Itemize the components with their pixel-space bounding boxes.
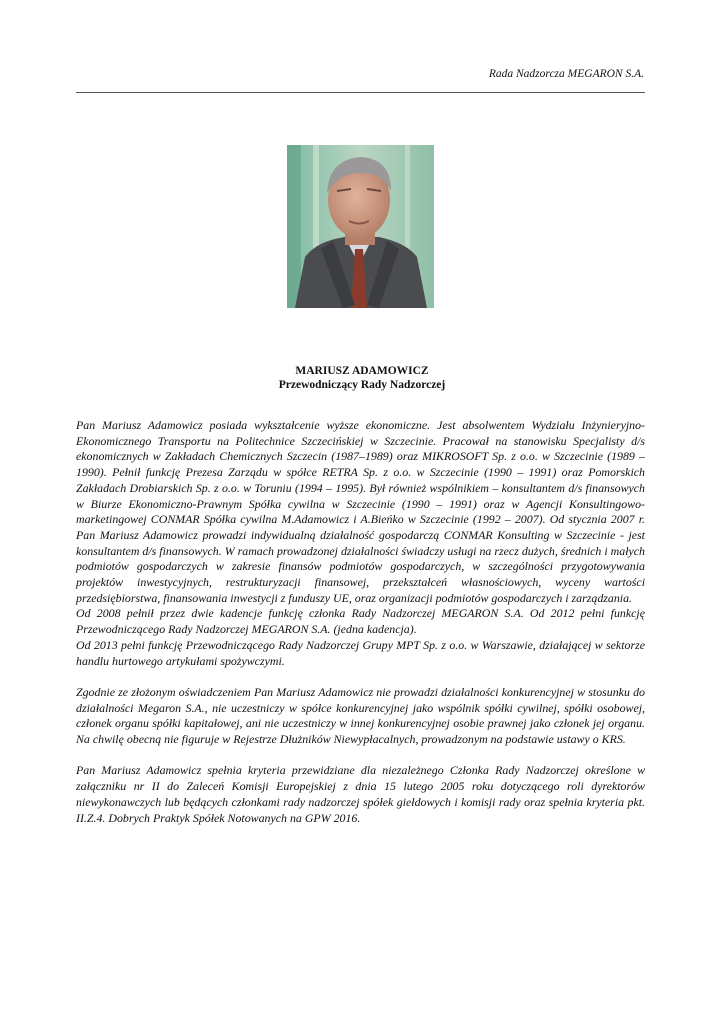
portrait-photo bbox=[287, 145, 434, 308]
biography-body bbox=[76, 418, 645, 826]
person-role: Przewodniczący Rady Nadzorczej bbox=[278, 379, 446, 391]
person-name: MARIUSZ ADAMOWICZ bbox=[295, 365, 429, 377]
header-divider bbox=[76, 92, 645, 93]
independence-statement-paragraph: Pan Mariusz Adamowicz spełnia kryteria przewidziane dla niezależnego Członka Rady Nadzorczej określone w załączniku nr II do Zaleceń Komisji Europejskiej z dnia 15 lutego 2005 roku dotyczącego roli dyrektorów niewykonawczych lub będących członkami rady nadzorczej spółek giełdowych i komisji rady oraz spełnia kryteria pkt. II.Z.4. Dobrych Praktyk Spółek Notowanych na GPW 2016. bbox=[76, 763, 645, 825]
biography-paragraph: Od 2008 pełnił przez dwie kadencje funkcję członka Rady Nadzorczej MEGARON S.A. Od 2012 pełni funkcję Przewodniczącego Rady Nadzorczej MEGARON S.A. (jedna kadencja). bbox=[76, 606, 645, 637]
document-header-title: Rada Nadzorcza MEGARON S.A. bbox=[488, 68, 644, 80]
biography-paragraph: Od 2013 pełni funkcję Przewodniczącego Rady Nadzorczej Grupy MPT Sp. z o.o. w Warszawie, działającej w sektorze handlu hurtowego artykułami spożywczymi. bbox=[76, 637, 645, 668]
biography-paragraph: Pan Mariusz Adamowicz posiada wykształcenie wyższe ekonomiczne. Jest absolwentem Wydziału Inżynieryjno-Ekonomicznego Transportu na Politechnice Szczecińskiej w Szczecinie. Pracował na stanowisku Specjalisty d/s ekonomicznych w Zakładach Chemicznych Szczecin (1987–1989) oraz MIKROSOFT Sp. z o.o. w Szczecinie (1989 – 1990). Pełnił funkcję Prezesa Zarządu w spółce RETRA Sp. z o.o. w Szczecinie (1990 – 1991) oraz Pomorskich Zakładach Drobiarskich Sp. z o.o. w Toruniu (1994 – 1995). Był również wspólnikiem – konsultantem d/s finansowych w Biurze Ekonomiczno-Prawnym Spółka cywilna w Szczecinie (1990 – 1991) oraz w Agencji Konsultingowo-marketingowej CONMAR Spółka cywilna M.Adamowicz i A.Bieńko w Szczecinie (1992 – 2007). Od stycznia 2007 r. Pan Mariusz Adamowicz prowadzi indywidualną działalność gospodarczą CONMAR Konsulting w Szczecinie - jest konsultantem d/s finansowych. W ramach prowadzonej działalności świadczy usługi na rzecz dużych, średnich i małych podmiotów gospodarczych w zakresie finansów podmiotów gospodarczych, w szczególności przygotowywania projektów inwestycyjnych, restrukturyzacji finansowej, przekształceń własnościowych, wyceny wartości przedsiębiorstwa, finansowania inwestycji z funduszy UE, oraz organizacji podmiotów gospodarczych i zarządzania. bbox=[76, 418, 645, 605]
competition-statement-paragraph: Zgodnie ze złożonym oświadczeniem Pan Mariusz Adamowicz nie prowadzi działalności konkurencyjnej w stosunku do działalności Megaron S.A., nie uczestniczy w spółce konkurencyjnej jako wspólnik spółki cywilnej, spółki osobowej, członek organu spółki kapitałowej, ani nie uczestniczy w innej konkurencyjnej osobie prawnej jako członek jej organu. Na chwilę obecną nie figuruje w Rejestrze Dłużników Niewypłacalnych, prowadzonym na podstawie ustawy o KRS. bbox=[76, 684, 645, 747]
